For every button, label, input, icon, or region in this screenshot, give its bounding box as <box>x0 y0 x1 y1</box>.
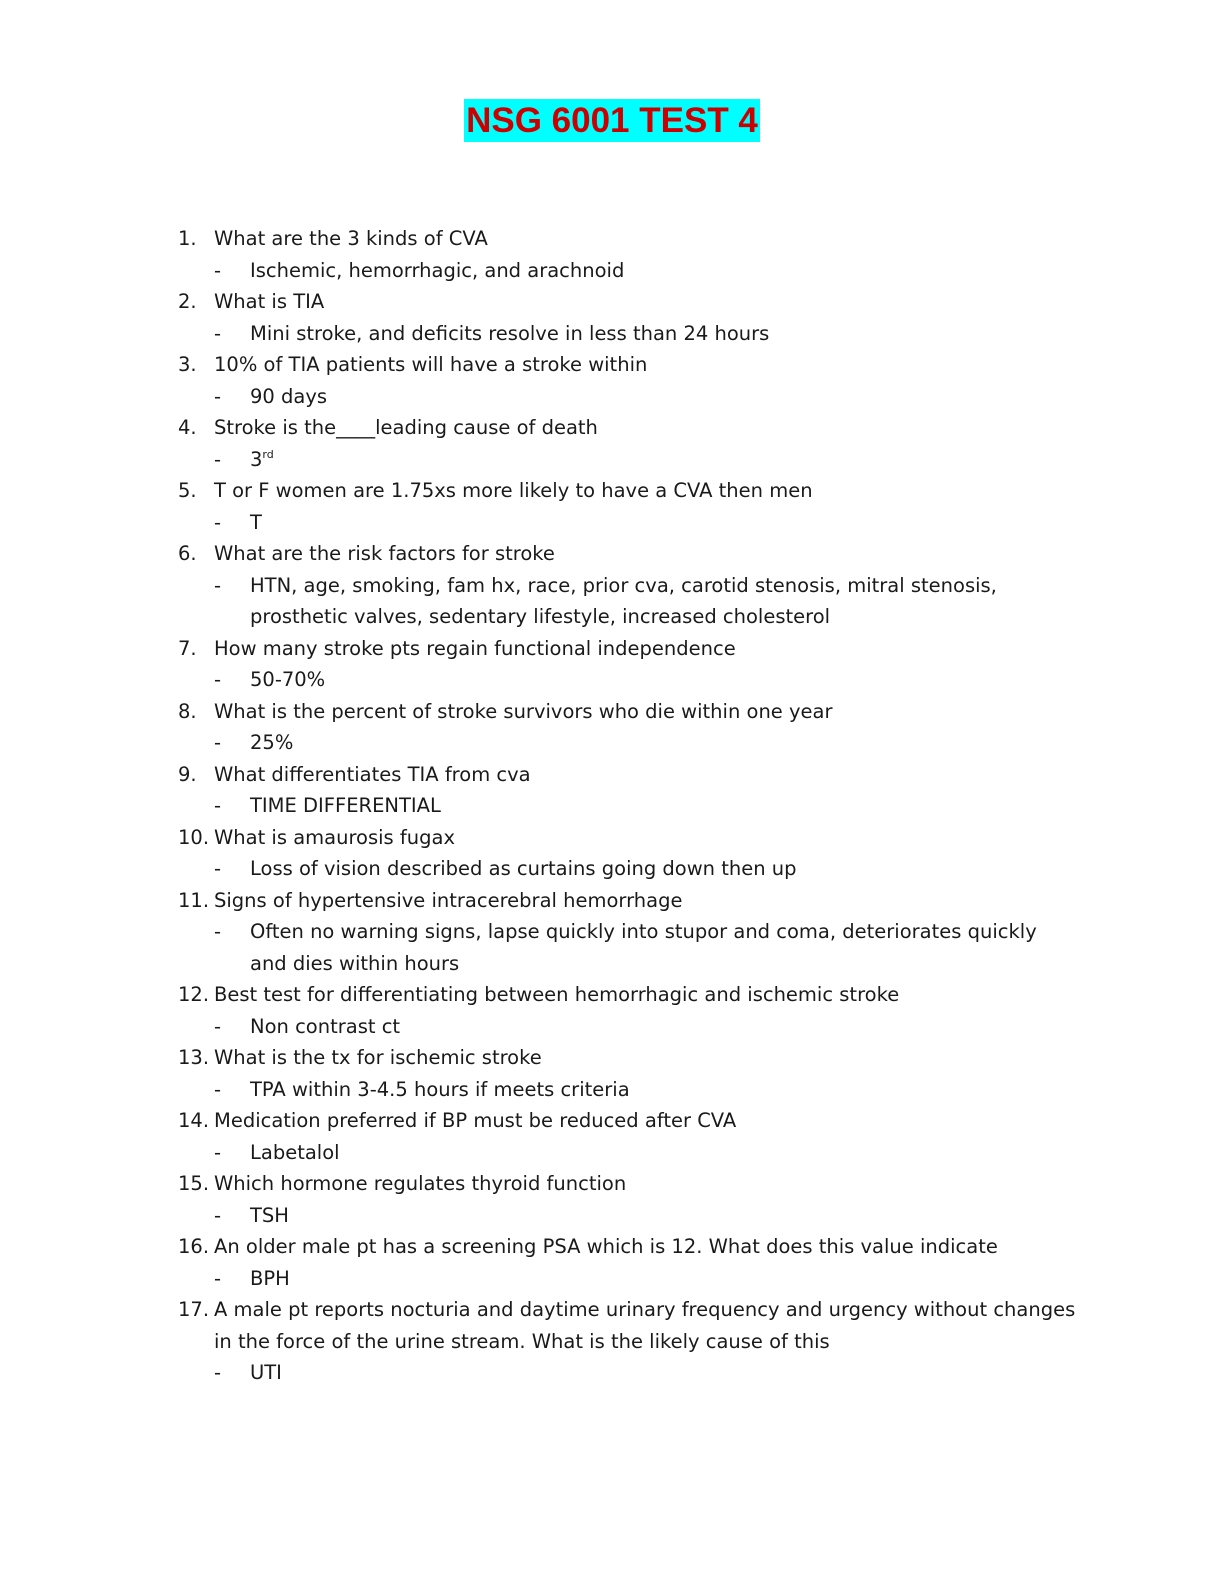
list-item <box>178 759 1078 822</box>
answer-dash: - <box>214 258 222 282</box>
question-text: What is amaurosis fugax <box>214 825 456 849</box>
question-text: T or F women are 1.75xs more likely to have a CVA then men <box>214 479 813 502</box>
list-item <box>178 223 1078 286</box>
question-row <box>178 822 1078 854</box>
question-number: 11. <box>178 888 210 912</box>
answer-row <box>178 1357 1078 1389</box>
answer-text: HTN, age, smoking, fam hx, race, prior cva, carotid stenosis, mitral stenosis, prosthetic valves, sedentary lifestyle, increased cholesterol <box>250 573 997 628</box>
list-item <box>178 412 1078 475</box>
question-row <box>178 1042 1078 1074</box>
question-row <box>178 885 1078 917</box>
question-number: 1. <box>178 227 197 250</box>
question-text: Stroke is the____leading cause of death <box>214 416 598 439</box>
question-text: What is the percent of stroke survivors who die within one year <box>214 699 833 723</box>
answer-row <box>178 255 1078 287</box>
answer-row <box>178 727 1078 759</box>
answer-text: Ischemic, hemorrhagic, and arachnoid <box>250 258 625 282</box>
answer-text: 50-70% <box>250 668 326 691</box>
answer-ordinal-suffix: rd <box>262 447 274 461</box>
question-number: 17. <box>178 1298 210 1321</box>
page-title: NSG 6001 TEST 4 <box>466 101 758 140</box>
answer-row <box>178 1137 1078 1169</box>
answer-row <box>178 1074 1078 1106</box>
question-list <box>178 223 1078 1389</box>
answer-ordinal: 3 <box>250 447 263 471</box>
question-text: What is the tx for ischemic stroke <box>214 1046 542 1069</box>
question-row <box>178 349 1078 381</box>
list-item <box>178 822 1078 885</box>
question-number: 3. <box>178 353 197 376</box>
list-item <box>178 538 1078 633</box>
answer-text: Loss of vision described as curtains going down then up <box>250 857 797 880</box>
answer-row <box>178 664 1078 696</box>
question-text: What are the risk factors for stroke <box>214 542 555 565</box>
answer-dash: - <box>214 321 222 345</box>
question-text: How many stroke pts regain functional independence <box>214 636 736 660</box>
answer-dash: - <box>214 731 222 754</box>
question-number: 10. <box>178 825 210 849</box>
question-text: Medication preferred if BP must be reduced after CVA <box>214 1109 737 1132</box>
answer-row <box>178 318 1078 350</box>
list-item <box>178 633 1078 696</box>
answer-dash: - <box>214 1140 222 1164</box>
list-item <box>178 885 1078 980</box>
question-row <box>178 1294 1078 1357</box>
answer-dash: - <box>214 510 222 534</box>
answer-dash: - <box>214 384 222 408</box>
answer-text: UTI <box>250 1361 282 1384</box>
question-number: 8. <box>178 699 197 723</box>
answer-text: T <box>250 510 262 534</box>
question-row <box>178 979 1078 1011</box>
answer-row <box>178 790 1078 822</box>
answer-row <box>178 444 1078 476</box>
answer-text: 90 days <box>250 384 328 408</box>
list-item <box>178 475 1078 538</box>
answer-text <box>250 444 1078 476</box>
question-text: 10% of TIA patients will have a stroke within <box>214 353 648 376</box>
question-text: A male pt reports nocturia and daytime urinary frequency and urgency without changes in the force of the urine stream. What is the likely cause of this <box>214 1298 1076 1353</box>
question-row <box>178 759 1078 791</box>
question-number: 7. <box>178 636 197 660</box>
answer-dash: - <box>214 1361 222 1384</box>
question-number: 6. <box>178 542 197 565</box>
question-row <box>178 412 1078 444</box>
answer-text: Labetalol <box>250 1140 340 1164</box>
answer-dash: - <box>214 920 222 943</box>
answer-dash: - <box>214 857 222 880</box>
answer-row <box>178 1263 1078 1295</box>
question-number: 2. <box>178 290 197 313</box>
answer-dash: - <box>214 1077 222 1101</box>
question-row <box>178 696 1078 728</box>
question-number: 15. <box>178 1172 210 1195</box>
title-container <box>0 99 1224 142</box>
list-item <box>178 1042 1078 1105</box>
answer-row <box>178 916 1078 979</box>
list-item <box>178 1105 1078 1168</box>
question-row <box>178 633 1078 665</box>
answer-text: TSH <box>250 1203 289 1227</box>
answer-dash: - <box>214 573 222 597</box>
question-text: What are the 3 kinds of CVA <box>214 227 488 250</box>
answer-dash: - <box>214 447 222 471</box>
answer-dash: - <box>214 1203 222 1227</box>
answer-row <box>178 853 1078 885</box>
list-item <box>178 1231 1078 1294</box>
question-row <box>178 1105 1078 1137</box>
answer-dash: - <box>214 1014 222 1038</box>
list-item <box>178 696 1078 759</box>
question-number: 9. <box>178 762 197 786</box>
answer-text: TPA within 3-4.5 hours if meets criteria <box>250 1077 630 1101</box>
question-row <box>178 223 1078 255</box>
list-item <box>178 286 1078 349</box>
answer-row <box>178 381 1078 413</box>
answer-dash: - <box>214 668 222 691</box>
question-text: What differentiates TIA from cva <box>214 762 531 786</box>
question-row <box>178 1231 1078 1263</box>
question-text: What is TIA <box>214 290 325 313</box>
answer-row <box>178 1200 1078 1232</box>
answer-text: Non contrast ct <box>250 1014 401 1038</box>
list-item <box>178 349 1078 412</box>
answer-dash: - <box>214 794 222 817</box>
answer-text: TIME DIFFERENTIAL <box>250 794 441 817</box>
question-number: 5. <box>178 479 197 502</box>
question-number: 16. <box>178 1235 210 1258</box>
question-number: 13. <box>178 1046 210 1069</box>
answer-row <box>178 1011 1078 1043</box>
answer-row <box>178 570 1078 633</box>
question-text: Signs of hypertensive intracerebral hemorrhage <box>214 888 683 912</box>
list-item <box>178 1168 1078 1231</box>
question-number: 14. <box>178 1109 210 1132</box>
answer-text: Mini stroke, and deficits resolve in less than 24 hours <box>250 321 770 345</box>
answer-row <box>178 507 1078 539</box>
question-row <box>178 475 1078 507</box>
question-text: Best test for differentiating between hemorrhagic and ischemic stroke <box>214 983 900 1006</box>
question-text: An older male pt has a screening PSA which is 12. What does this value indicate <box>214 1235 998 1258</box>
question-number: 4. <box>178 416 197 439</box>
question-row <box>178 538 1078 570</box>
question-row <box>178 286 1078 318</box>
question-number: 12. <box>178 983 210 1006</box>
list-item <box>178 1294 1078 1389</box>
answer-text: 25% <box>250 731 294 754</box>
answer-text: BPH <box>250 1266 290 1290</box>
question-text: Which hormone regulates thyroid function <box>214 1172 627 1195</box>
list-item <box>178 979 1078 1042</box>
answer-dash: - <box>214 1266 222 1290</box>
question-row <box>178 1168 1078 1200</box>
answer-text: Often no warning signs, lapse quickly into stupor and coma, deteriorates quickly and dies within hours <box>250 920 1037 975</box>
